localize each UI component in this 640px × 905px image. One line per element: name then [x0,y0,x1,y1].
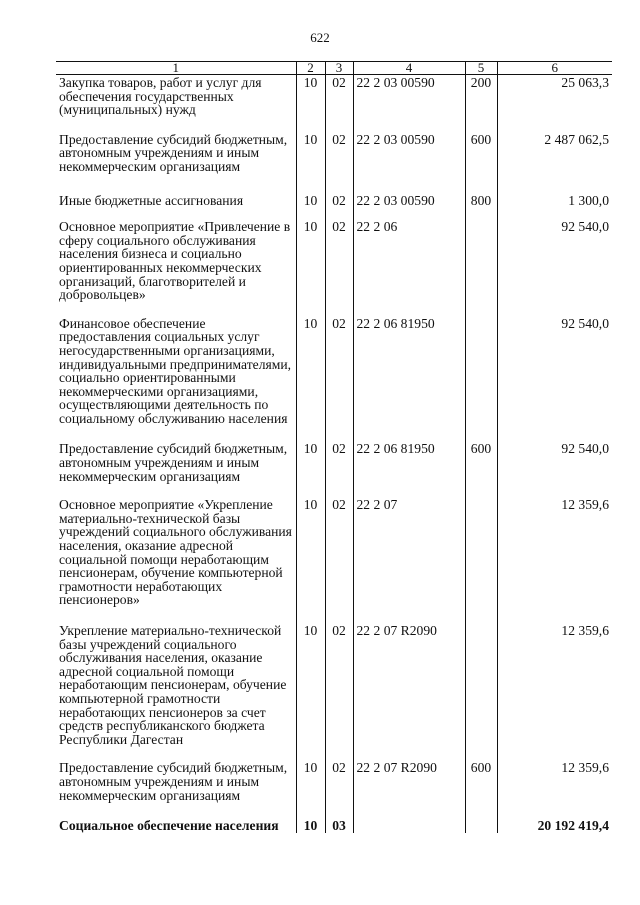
row-name-cell: Иные бюджетные ассигнования [59,192,244,208]
row-expense-type-cell: 600 [465,441,497,497]
row-name-cell: Предоставление субсидий бюджетным, автономным учреждениям и иным некоммерческим организациям [59,131,288,174]
row-amount-cell: 20 192 419,4 [497,818,612,833]
budget-table [56,61,612,833]
row-section-cell: 10 [296,316,325,442]
row-amount-cell: 92 540,0 [497,219,612,316]
row-target-code-cell: 22 2 06 81950 [353,316,465,442]
row-section-cell: 10 [296,441,325,497]
table-header-row [56,62,612,75]
row-name-cell: Предоставление субсидий бюджетным, автономным учреждениям и иным некоммерческим организациям [59,760,288,803]
table-row [56,193,612,220]
row-amount-cell: 12 359,6 [497,760,612,818]
row-target-code-cell: 22 2 06 [353,219,465,316]
table-row [56,316,612,442]
row-subsection-cell: 02 [325,193,353,220]
row-expense-type-cell [465,497,497,623]
row-expense-type-cell: 600 [465,132,497,193]
row-section-cell: 10 [296,760,325,818]
row-name-cell: Финансовое обеспечение предоставления социальных услуг негосударственными организациями, индивидуальными предпринимателями, социально ориентированными некоммерческими организациями, осуществляющими деятельность по социальному обслуживанию населения [59,315,292,426]
row-subsection-cell: 02 [325,441,353,497]
row-expense-type-cell [465,219,497,316]
header-col-2: 2 [296,62,325,75]
row-subsection-cell: 02 [325,497,353,623]
row-name-cell: Укрепление материально-технической базы учреждений социального обслуживания населения, оказание адресной социальной помощи неработающим пенсионерам, обучение компьютерной грамотности неработающих пенсионеров за счет средств республиканского бюджета Республики Дагестан [59,623,287,747]
row-amount-cell: 2 487 062,5 [497,132,612,193]
header-col-6: 6 [497,62,612,75]
header-col-5: 5 [465,62,497,75]
table-row [56,760,612,818]
row-target-code-cell: 22 2 03 00590 [353,193,465,220]
row-section-cell: 10 [296,75,325,132]
row-expense-type-cell: 800 [465,193,497,220]
page-number: 622 [310,30,330,45]
row-section-cell: 10 [296,497,325,623]
table-row [56,75,612,132]
row-expense-type-cell [465,623,497,760]
row-name-cell: Предоставление субсидий бюджетным, автономным учреждениям и иным некоммерческим организациям [59,441,288,484]
table-body [56,75,612,833]
header-col-3: 3 [325,62,353,75]
table-row [56,219,612,316]
row-subsection-cell: 03 [325,818,353,833]
row-expense-type-cell: 200 [465,75,497,132]
row-subsection-cell: 02 [325,316,353,442]
row-expense-type-cell [465,316,497,442]
row-amount-cell: 92 540,0 [497,316,612,442]
row-section-cell: 10 [296,193,325,220]
row-subsection-cell: 02 [325,75,353,132]
row-subsection-cell: 02 [325,219,353,316]
row-name-cell: Закупка товаров, работ и услуг для обеспечения государственных (муниципальных) нужд [59,75,262,118]
row-name-cell: Социальное обеспечение населения [59,818,279,834]
row-section-cell: 10 [296,623,325,760]
row-subsection-cell: 02 [325,623,353,760]
row-name-cell: Основное мероприятие «Привлечение в сферу социального обслуживания населения бизнеса и социально ориентированных некоммерческих организаций, благотворителей и добровольцев» [59,219,291,303]
table-row [56,497,612,623]
row-amount-cell: 25 063,3 [497,75,612,132]
row-target-code-cell: 22 2 07 [353,497,465,623]
row-subsection-cell: 02 [325,760,353,818]
table-row [56,441,612,497]
row-amount-cell: 12 359,6 [497,497,612,623]
row-amount-cell: 92 540,0 [497,441,612,497]
table-row [56,132,612,193]
row-expense-type-cell: 600 [465,760,497,818]
row-subsection-cell: 02 [325,132,353,193]
row-section-cell: 10 [296,132,325,193]
row-target-code-cell: 22 2 03 00590 [353,132,465,193]
row-target-code-cell: 22 2 07 R2090 [353,760,465,818]
row-name-cell: Основное мероприятие «Укрепление материально-технической базы учреждений социального обслуживания населения, оказание адресной социальной помощи неработающим пенсионерам, обучение компьютерной грамотности неработающих пенсионеров» [59,497,292,608]
row-section-cell: 10 [296,818,325,833]
row-amount-cell: 1 300,0 [497,193,612,220]
row-target-code-cell: 22 2 03 00590 [353,75,465,132]
row-amount-cell: 12 359,6 [497,623,612,760]
row-target-code-cell [353,818,465,833]
header-col-1: 1 [56,62,296,75]
table-row [56,623,612,760]
header-col-4: 4 [353,62,465,75]
row-expense-type-cell [465,818,497,833]
table-row [56,818,612,833]
row-target-code-cell: 22 2 06 81950 [353,441,465,497]
row-target-code-cell: 22 2 07 R2090 [353,623,465,760]
row-section-cell: 10 [296,219,325,316]
